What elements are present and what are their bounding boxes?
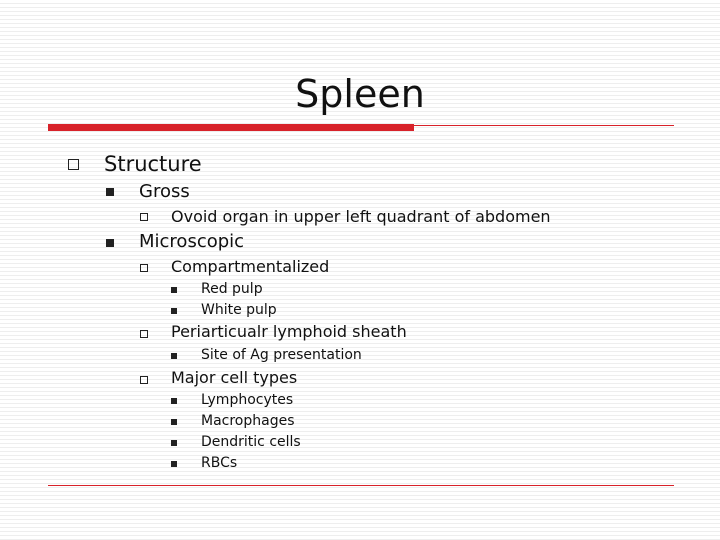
outline-white-pulp: White pulp bbox=[201, 302, 277, 318]
outline-major-cell-types: Major cell types bbox=[171, 368, 298, 387]
outline-site-ag: Site of Ag presentation bbox=[201, 347, 362, 363]
hollow-square-bullet-icon bbox=[140, 213, 148, 221]
slide-title: Spleen bbox=[295, 72, 425, 116]
outline-gross: Gross bbox=[139, 181, 190, 202]
outline-cell-type: Lymphocytes bbox=[201, 392, 294, 408]
filled-square-bullet-icon bbox=[171, 419, 177, 425]
outline-gross-detail: Ovoid organ in upper left quadrant of abdomen bbox=[171, 207, 551, 226]
filled-square-bullet-icon bbox=[171, 308, 177, 314]
title-underline-thick bbox=[48, 124, 414, 131]
outline-cell-type: Dendritic cells bbox=[201, 434, 301, 450]
outline-compartmentalized: Compartmentalized bbox=[171, 257, 330, 276]
filled-square-bullet-icon bbox=[106, 188, 114, 196]
filled-square-bullet-icon bbox=[171, 461, 177, 467]
filled-square-bullet-icon bbox=[171, 287, 177, 293]
title-underline-thin bbox=[414, 125, 674, 126]
filled-square-bullet-icon bbox=[171, 440, 177, 446]
outline-structure: Structure bbox=[104, 152, 202, 176]
filled-square-bullet-icon bbox=[171, 353, 177, 359]
hollow-square-bullet-icon bbox=[140, 264, 148, 272]
outline-microscopic: Microscopic bbox=[139, 231, 245, 252]
outline-red-pulp: Red pulp bbox=[201, 281, 263, 297]
filled-square-bullet-icon bbox=[171, 398, 177, 404]
footer-rule bbox=[48, 485, 674, 486]
outline-cell-type: Macrophages bbox=[201, 413, 295, 429]
hollow-square-bullet-icon bbox=[140, 376, 148, 384]
hollow-square-bullet-icon bbox=[140, 330, 148, 338]
outline-cell-type: RBCs bbox=[201, 455, 238, 471]
hollow-square-bullet-icon bbox=[68, 159, 79, 170]
outline-pals: Periarticualr lymphoid sheath bbox=[171, 322, 407, 341]
filled-square-bullet-icon bbox=[106, 239, 114, 247]
